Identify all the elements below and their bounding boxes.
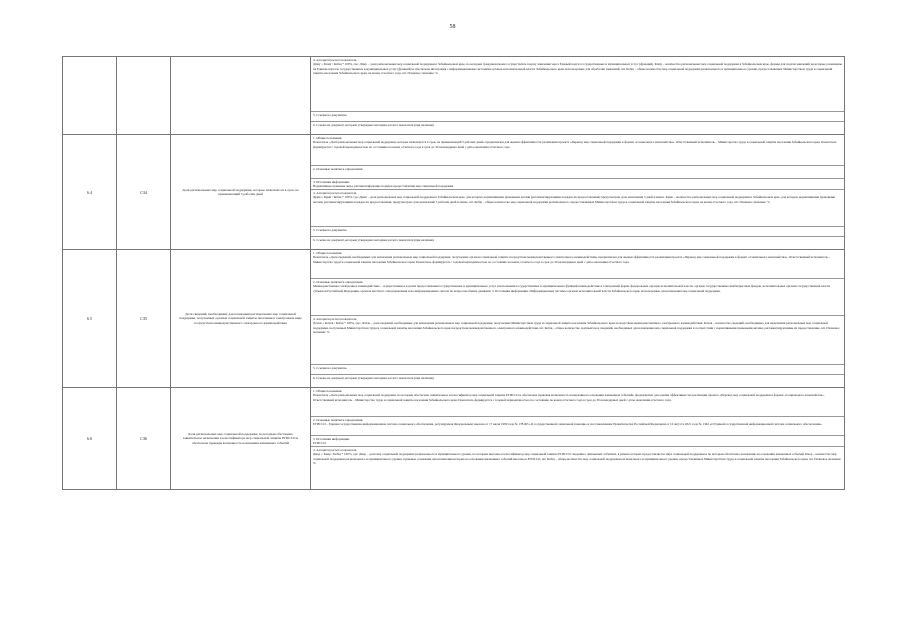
row-number: 6.5 bbox=[63, 250, 117, 388]
methodology-section bbox=[311, 122, 844, 134]
methodology-section bbox=[311, 112, 844, 122]
section-text: Показатель «Доля сведений, необходимых для назначения региональных мер социальной поддержки, получаемых органом социальной защиты посредством межведомственного электронного взаимодействия» предназначен для оценки эффективности реализации проекта «Перевод мер социальной поддержки в формат «Социального казначейства». Ответственный исполнитель – Министерство труда и социальной защиты населения Забайкальского края. Показатель формируется с годовой периодичностью по состоянию на конец отчетного года в срок до 30 календарных дней с даты окончания отчетного года. bbox=[313, 255, 831, 264]
methodology-section bbox=[311, 227, 844, 237]
section-title: 1. Общие положения. bbox=[313, 136, 343, 140]
indicator-code bbox=[117, 57, 171, 135]
table-row bbox=[63, 250, 845, 388]
indicator-name: Доля региональных мер социальной поддержки, по которым обеспечено заявительное назначение в классификаторе мер социальной защиты ЕГИССО и обеспечена правовая возможность назначения жизненных событий bbox=[171, 388, 311, 490]
methodology-cell bbox=[311, 250, 845, 388]
methodology-section bbox=[311, 250, 844, 279]
row-number: 6.4 bbox=[63, 135, 117, 250]
section-title: 4. Алгоритм расчета показателя. bbox=[313, 317, 357, 321]
section-title: 2. Основные понятия и определения. bbox=[313, 167, 364, 171]
section-text: Показатель «Доля региональных мер социальной поддержки, которые назначаются в срок, не превышающий 5 рабочих дней» предназначен для оценки эффективности реализации проекта «Перевод мер социальной поддержки в формат «Социального казначейства». Ответственный исполнитель – Министерство труда и социальной защиты населения Забайкальского края. Показатель формируется с годовой периодичностью по состоянию на конец отчетного года в срок до 30 календарных дней с даты окончания отчетного года. bbox=[313, 140, 837, 149]
table-row bbox=[63, 388, 845, 490]
methodology-section bbox=[311, 279, 844, 316]
indicators-table bbox=[62, 56, 845, 490]
section-title: 5. Ссылки на документы. bbox=[313, 113, 348, 117]
methodology-section bbox=[311, 375, 844, 387]
indicator-name bbox=[171, 57, 311, 135]
section-title: 2. Основные понятия и определения. bbox=[313, 280, 364, 284]
table-row bbox=[63, 57, 845, 135]
section-title: 6. Ссылка на документ, которым утверждена методика расчета показателя (при наличии). bbox=[313, 376, 435, 380]
section-title: 5. Ссылки на документы. bbox=[313, 228, 348, 232]
section-title: 1. Общие положения. bbox=[313, 389, 343, 393]
section-title: 4. Алгоритм расчета показателя. bbox=[313, 58, 357, 62]
methodology-cell bbox=[311, 57, 845, 135]
methodology-section bbox=[311, 365, 844, 375]
indicator-code: СЗ4 bbox=[117, 135, 171, 250]
section-text: Дсмэв = Ксмэв / Кобщ * 100%, где: Дсмэв – доля сведений, необходимых для назначения региональных мер социальной поддержки, получаемых Министерством труда и социальной защиты населения Забайкальского края посредством межведомственного электронного взаимодействия. Ксмэв – количество сведений, необходимых для назначения региональных мер социальной поддержки, получаемых Министерством труда и социальной защиты населения Забайкальского края посредством межведомственного электронного взаимодействия, шт. Кобщ – общее количество документов и сведений, необходимых для назначения мер социальной поддержки в соответствии с нормативными правовыми актами, регламентирующими их предоставление, шт. Плановое значение: % bbox=[313, 321, 840, 334]
methodology-section bbox=[311, 237, 844, 249]
methodology-section bbox=[311, 166, 844, 179]
row-number bbox=[63, 57, 117, 135]
methodology-section bbox=[311, 447, 844, 489]
methodology-section bbox=[311, 316, 844, 365]
section-text: Дрмп = Крмп / Кобщ * 100%, где: Дрмп – доля региональных мер социальной поддержки в Забайкальском крае, для которых нормативными правовыми актами (регламентирующими порядок их предоставления) предусмотрен срок назначения 5 дней и менее. Крмп – количество региональных мер социальной поддержки в Забайкальском крае, для которых нормативными правовыми актами, регламентирующими порядок их предоставления, предусмотрен срок назначения 5 рабочих дней и менее, шт. Кобщ – общее количество мер социальной поддержки регионального, предоставляемых Министерством труда и социальной защиты населения Забайкальского края, на конец отчетного года, шт. Плановое значение: % bbox=[313, 195, 836, 204]
methodology-section bbox=[311, 388, 844, 417]
section-text: Нормативные правовые акты, регламентирующие порядок предоставления мер социальной поддержки. bbox=[313, 184, 454, 189]
section-title: 6. Ссылка на документ, которым утверждена методика расчета показателя (при наличии). bbox=[313, 123, 435, 127]
methodology-section bbox=[311, 417, 844, 436]
section-title: 4. Алгоритм расчета показателя. bbox=[313, 191, 357, 195]
methodology-cell bbox=[311, 135, 845, 250]
section-title: 3. Источники информации. bbox=[313, 437, 350, 441]
page-number: 58 bbox=[449, 24, 456, 30]
section-text: Дпму = Кпму / Кобщ * 100%, где: Дпму – доля региональных мер социальной поддержки в Забайкальском крае, по которым гражданам может осуществлять подачу заявления через Единый портал государственных и муниципальных услуг (функций). Кпму – количество региональных мер социальной поддержки в Забайкальском крае, формы для подачи заявлений на которые размещены на Едином портале государственных и муниципальных услуг (функций) и обеспечена интеграция с информационными системами органов исполнительной власти Забайкальского края, используемых для обработки заявлений, шт. Кобщ – общее количество мер социальной поддержки регионального и муниципального уровня, предоставляемых Министерством труда и социальной защиты населения Забайкальского края, на конец отчетного года, шт. Плановое значение: % bbox=[313, 62, 842, 75]
methodology-section bbox=[311, 179, 844, 190]
section-text: ЕГИССО. bbox=[313, 441, 327, 446]
methodology-section bbox=[311, 436, 844, 447]
indicator-code: СЗ6 bbox=[117, 388, 171, 490]
section-text: Показатель «Доля региональных мер социальной поддержки, по которым обеспечено заявительное и классификатор мер социальной защиты ЕГИССО и обеспечена правовая возможность назначения на основании жизненных событий» предназначен для оценки эффективности реализации проекта «Перевод мер социальной поддержки в формат «Социального казначейства». Ответственный исполнитель – Министерство труда и социальной защиты населения Забайкальского края. Показатель формируется с годовой периодичностью по состоянию на конец отчетного года в срок до 30 календарных дней с даты окончания отчетного года. bbox=[313, 393, 825, 402]
section-title: 3. Источники информации. bbox=[313, 180, 350, 184]
methodology-cell bbox=[311, 388, 845, 490]
methodology-section bbox=[311, 57, 844, 112]
indicator-name: Доля региональных мер социальной поддержки, которые назначаются в срок, не превышающий 5 рабочих дней bbox=[171, 135, 311, 250]
indicator-name: Доля сведений, необходимых для назначения региональных мер социальной поддержки, получаемых органом социальной защиты населения в электронном виде посредством межведомственного электронного взаимодействия bbox=[171, 250, 311, 388]
section-text: ЕГИССО – Единая государственная информационная система социального обеспечения, регулируемая Федеральным законом от 17 июля 1999 года № 178-ФЗ «О государственной социальной помощи» и постановлением Правительства Российской Федерации от 16 августа 2021 года № 1342 «О Единой государственной информационной системе социального обеспечения». bbox=[313, 422, 823, 427]
indicator-code: СЗ5 bbox=[117, 250, 171, 388]
section-text: Дмер = Кмер / Кобщ * 100%, где: Дмер – доля мер социальной поддержки регионального и муниципального уровня, по которым внесены в классификатор мер социальной защиты ЕГИССО сведения о жизненных событиях, в рамках которых предоставляется мера социальной поддержки и по которым обеспечено назначение на основании жизненных событий. Кмер – количество мер социальной поддержки регионального и муниципального уровня, правовые основания для назначения которых на основании жизненных событий внесены в ЕГИССО, шт. Кобщ – общее количество мер социальной поддержки регионального и муниципального уровня, предоставляемых Министерством труда и социальной защиты населения Забайкальского края, шт. Плановое значение: % bbox=[313, 452, 842, 465]
section-text: Межведомственное электронное взаимодействие – осуществляемое в целях предоставления государственных и муниципальных услуг и исполнения государственных и муниципальных функций взаимодействие в электронной форме федеральных органов исполнительной власти, органов государственных внебюджетных фондов, исполнительных органов государственной власти субъектов Российской Федерации, органов местного самоуправления и их информационных систем по вопросам обмена данными. 3. Источники информации. Информационные системы органов исполнительной власти Забайкальского края, используемые для назначения мер социальной поддержки. bbox=[313, 284, 831, 293]
section-title: 2. Основные понятия и определения. bbox=[313, 418, 364, 422]
row-number: 6.6 bbox=[63, 388, 117, 490]
section-title: 6. Ссылка на документ, которым утверждена методика расчета показателя (при наличии). bbox=[313, 238, 435, 242]
methodology-section bbox=[311, 135, 844, 166]
methodology-section bbox=[311, 190, 844, 227]
section-title: 5. Ссылки на документы. bbox=[313, 366, 348, 370]
section-title: 4. Алгоритм расчета показателя. bbox=[313, 448, 357, 452]
section-title: 1. Общие положения. bbox=[313, 251, 343, 255]
table-row bbox=[63, 135, 845, 250]
